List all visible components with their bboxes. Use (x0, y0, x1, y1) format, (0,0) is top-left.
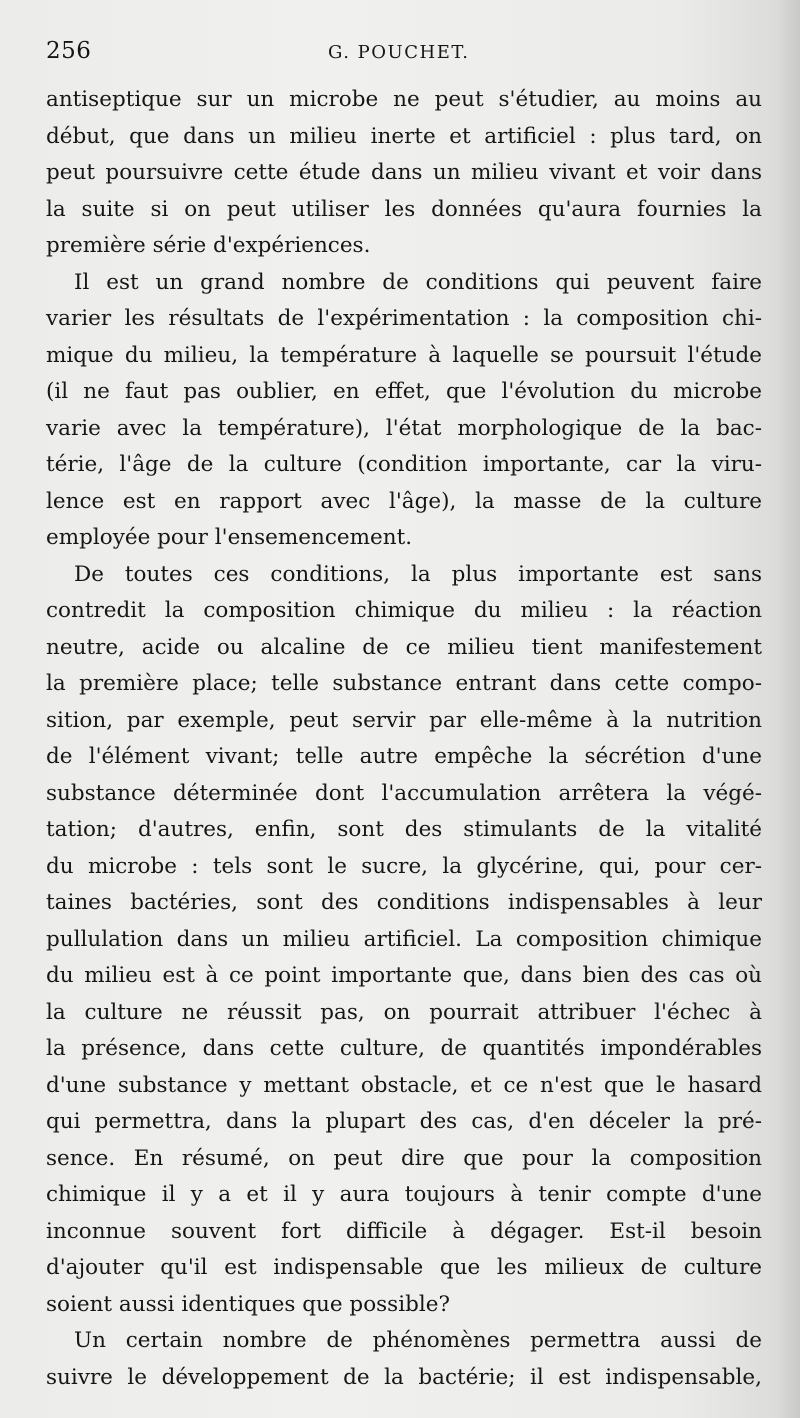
page-number: 256 (46, 38, 92, 64)
text-line: Il est un grand nombre de conditions qui peuvent faire (74, 269, 762, 295)
text-line: substance déterminée dont l'accumulation arrêtera la végé- (46, 780, 762, 806)
text-line: térie, l'âge de la culture (condition importante, car la viru- (46, 452, 762, 477)
text-line: taines bactéries, sont des conditions indispensables à leur (46, 890, 762, 915)
text-line: tation; d'autres, enfin, sont des stimulants de la vitalité (46, 817, 762, 842)
text-line: varie avec la température), l'état morphologique de la bac- (46, 415, 762, 441)
text-line: peut poursuivre cette étude dans un milieu vivant et voir dans (46, 160, 762, 185)
text-line: la présence, dans cette culture, de quantités impondérables (46, 1036, 762, 1061)
text-line: qui permettra, dans la plupart des cas, d'en déceler la pré- (46, 1109, 762, 1134)
text-line: du microbe : tels sont le sucre, la glycérine, qui, pour cer- (46, 853, 762, 879)
text-line: soient aussi identiques que possible? (46, 1291, 450, 1317)
text-line: de l'élément vivant; telle autre empêche la sécrétion d'une (46, 744, 762, 769)
body-text (46, 82, 762, 1396)
text-line: la culture ne réussit pas, on pourrait attribuer l'échec à (46, 999, 762, 1025)
text-line: d'ajouter qu'il est indispensable que les milieux de culture (46, 1255, 762, 1280)
text-line: du milieu est à ce point importante que, dans bien des cas où (46, 963, 762, 988)
text-line: sence. En résumé, on peut dire que pour la composition (46, 1145, 762, 1171)
text-line: la suite si on peut utiliser les données qu'aura fournies la (46, 196, 762, 222)
text-line: contredit la composition chimique du milieu : la réaction (46, 598, 762, 623)
text-line: employée pour l'ensemencement. (46, 525, 413, 550)
text-line: sition, par exemple, peut servir par elle-même à la nutrition (46, 707, 762, 733)
text-line: (il ne faut pas oublier, en effet, que l'évolution du microbe (46, 379, 762, 404)
text-line: De toutes ces conditions, la plus importante est sans (74, 561, 762, 587)
text-line: antiseptique sur un microbe ne peut s'étudier, au moins au (46, 87, 762, 112)
text-line: chimique il y a et il y aura toujours à tenir compte d'une (46, 1182, 762, 1207)
page-header (46, 38, 746, 72)
text-line: mique du milieu, la température à laquelle se poursuit l'étude (46, 342, 762, 368)
text-line: première série d'expériences. (46, 233, 371, 258)
text-line: pullulation dans un milieu artificiel. La composition chimique (46, 926, 762, 952)
text-line: lence est en rapport avec l'âge), la masse de la culture (46, 488, 762, 514)
text-line: inconnue souvent fort difficile à dégager. Est-il besoin (46, 1218, 762, 1244)
text-line: varier les résultats de l'expérimentation : la composition chi- (46, 306, 762, 331)
text-line: la première place; telle substance entrant dans cette compo- (46, 671, 762, 696)
text-line: d'une substance y mettant obstacle, et ce n'est que le hasard (46, 1072, 762, 1098)
text-line: début, que dans un milieu inerte et artificiel : plus tard, on (46, 123, 762, 149)
text-line: neutre, acide ou alcaline de ce milieu tient manifestement (46, 634, 762, 660)
text-line: suivre le développement de la bactérie; il est indispensable, (46, 1364, 762, 1390)
running-head: G. POUCHET. (328, 42, 470, 63)
text-line: Un certain nombre de phénomènes permettra aussi de (74, 1328, 762, 1353)
